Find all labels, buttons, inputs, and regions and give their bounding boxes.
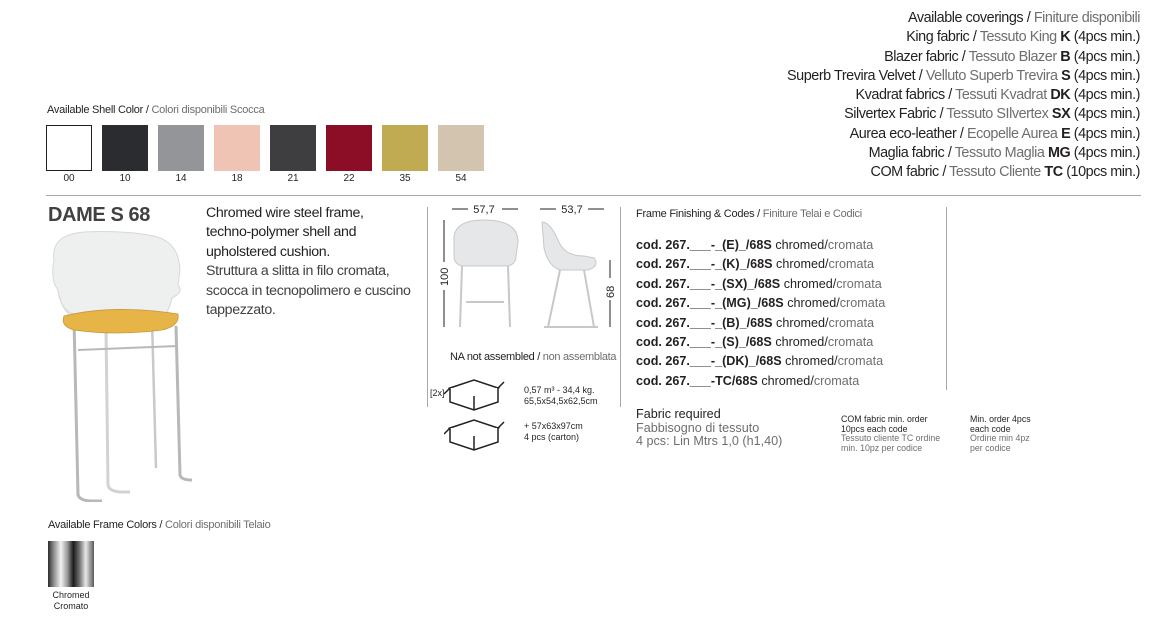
shell-color-code: 18 <box>231 173 243 184</box>
frame-code: cod. 267.___-_(B)_/68S <box>636 315 773 330</box>
frame-codes-list <box>636 236 885 391</box>
frame-code-row: cod. 267.___-_(S)_/68S chromed/cromata <box>636 335 874 350</box>
covering-code: TC <box>1044 164 1063 181</box>
covering-name-en: Aurea eco-leather <box>849 125 957 142</box>
min-order-note <box>970 415 1031 453</box>
covering-row: Silvertex Fabric / Tessuto SIlvertex SX (4pcs min.) <box>844 106 1140 123</box>
frame-color-label <box>48 590 94 612</box>
covering-min-order: (4pcs min.) <box>1073 125 1140 142</box>
box-multiplier: [2x] <box>430 388 445 398</box>
product-name: DAME S 68 <box>48 204 150 226</box>
covering-code: DK <box>1050 87 1071 104</box>
frame-code-row: cod. 267.___-_(SX)_/68S chromed/cromata <box>636 276 882 291</box>
covering-row: King fabric / Tessuto King K (4pcs min.) <box>906 29 1140 46</box>
dim-depth: 53,7 <box>561 204 583 216</box>
covering-name-it: Tessuto Blazer <box>968 48 1057 65</box>
shell-color-chip <box>438 125 484 171</box>
covering-code: SX <box>1051 106 1071 123</box>
finish-en: chromed <box>761 373 811 388</box>
finish-en: chromed <box>776 257 826 272</box>
finish-en: chromed <box>775 238 825 252</box>
box2-size: + 57x63x97cm <box>524 421 583 431</box>
finish-en: chromed <box>787 296 837 311</box>
covering-row: COM fabric / Tessuto Cliente TC (10pcs min.) <box>870 164 1140 181</box>
na-label-en: NA not assembled <box>450 351 535 363</box>
description-it: Struttura a slitta in filo cromata, scocca in tecnopolimero e cuscino tappezzato. <box>206 263 411 319</box>
covering-row: Superb Trevira Velvet / Velluto Superb Trevira S (4pcs min.) <box>787 67 1140 84</box>
shell-color-chip <box>382 125 428 171</box>
frame-label-it: Cromato <box>53 601 89 611</box>
covering-name-it: Tessuto Cliente <box>949 164 1041 181</box>
shell-swatches <box>46 125 484 184</box>
covering-name-it: Tessuto Maglia <box>954 145 1045 162</box>
box1-note <box>524 385 598 407</box>
shell-color-code: 10 <box>119 173 131 184</box>
dim-height: 100 <box>439 267 451 286</box>
description-en: Chromed wire steel frame, techno-polymer shell and upholstered cushion. <box>206 205 364 260</box>
covering-code: MG <box>1047 145 1071 162</box>
shell-color-swatch <box>158 125 204 184</box>
shell-color-chip <box>214 125 260 171</box>
com-note-line: Tessuto cliente TC ordine <box>841 433 941 444</box>
finish-en: chromed <box>776 315 826 330</box>
finish-en: chromed <box>783 276 833 291</box>
shell-color-swatch <box>214 125 260 184</box>
fabric-title-it: Fabbisogno di tessuto <box>636 420 760 435</box>
shell-color-chip <box>46 125 92 171</box>
coverings-header-it: Finiture disponibili <box>1033 10 1140 26</box>
shell-color-swatch <box>270 125 316 184</box>
box1-size: 65,5x54,5x62,5cm <box>524 396 598 406</box>
frame-code-row: cod. 267.___-_(DK)_/68S chromed/cromata <box>636 354 884 369</box>
covering-min-order: (4pcs min.) <box>1073 48 1140 65</box>
frame-code-row: cod. 267.___-TC/68S chromed/cromata <box>636 373 860 388</box>
shell-color-chip <box>270 125 316 171</box>
frame-code: cod. 267.___-_(SX)_/68S <box>636 276 781 291</box>
shell-title-en: Available Shell Color <box>47 104 144 116</box>
fabric-amount: 4 pcs: Lin Mtrs 1,0 (h1,40) <box>636 434 783 448</box>
covering-row: Maglia fabric / Tessuto Maglia MG (4pcs min.) <box>868 145 1140 162</box>
shell-color-chip <box>158 125 204 171</box>
frame-code: cod. 267.___-_(DK)_/68S <box>636 354 782 369</box>
covering-name-en: Superb Trevira Velvet <box>787 67 916 84</box>
ff-title-it: Finiture Telai e Codici <box>762 208 862 220</box>
frame-code: cod. 267.___-_(K)_/68S <box>636 257 773 272</box>
frame-code-row: cod. 267.___-_(E)_/68S chromed/cromata <box>636 238 874 252</box>
frame-title-en: Available Frame Colors <box>48 519 157 531</box>
shell-color-swatch <box>46 125 92 184</box>
assembly-label: NA not assembled / non assemblata <box>450 351 617 363</box>
finish-it: cromata <box>839 296 886 311</box>
covering-min-order: (4pcs min.) <box>1073 67 1140 84</box>
min-note-line: Min. order 4pcs <box>970 414 1031 424</box>
covering-code: K <box>1060 29 1071 46</box>
product-description <box>206 204 411 320</box>
divider <box>946 207 947 390</box>
covering-name-en: Kvadrat fabrics <box>855 87 945 104</box>
covering-min-order: (4pcs min.) <box>1073 29 1140 46</box>
box2-qty: 4 pcs (carton) <box>524 432 580 442</box>
shell-color-code: 21 <box>287 173 299 184</box>
shell-color-swatch <box>438 125 484 184</box>
com-note-line: 10pcs each code <box>841 423 908 434</box>
shell-color-code: 00 <box>63 173 75 184</box>
divider <box>620 207 621 407</box>
fabric-required <box>636 408 782 449</box>
shell-color-code: 14 <box>175 173 187 184</box>
min-note-line: Ordine min 4pz <box>970 433 1030 444</box>
dimension-drawing <box>432 200 618 335</box>
box-icon <box>444 374 506 412</box>
chair-image <box>44 230 194 502</box>
dim-seat-height: 68 <box>605 285 617 298</box>
covering-min-order: (4pcs min.) <box>1073 87 1140 104</box>
covering-name-it: Velluto Superb Trevira <box>925 67 1058 84</box>
ff-title-en: Frame Finishing & Codes <box>636 208 755 220</box>
coverings-header-en: Available coverings <box>907 10 1024 26</box>
covering-name-en: Blazer fabric <box>884 48 959 65</box>
covering-row: Kvadrat fabrics / Tessuti Kvadrat DK (4pcs min.) <box>855 87 1140 104</box>
covering-row: Blazer fabric / Tessuto Blazer B (4pcs min.) <box>884 48 1140 65</box>
min-note-line: each code <box>970 423 1011 434</box>
coverings-list <box>787 9 1140 183</box>
shell-color-code: 35 <box>399 173 411 184</box>
com-order-note <box>841 415 940 453</box>
covering-row: Aurea eco-leather / Ecopelle Aurea E (4pcs min.) <box>849 125 1140 142</box>
shell-color-chip <box>102 125 148 171</box>
finish-it: cromata <box>828 257 875 272</box>
min-note-line: per codice <box>970 442 1011 453</box>
shell-color-swatch <box>102 125 148 184</box>
finish-en: chromed <box>785 354 835 369</box>
frame-code: cod. 267.___-_(MG)_/68S <box>636 296 784 311</box>
finish-it: cromata <box>837 354 884 369</box>
finish-it: cromata <box>827 238 874 252</box>
frame-code-row: cod. 267.___-_(K)_/68S chromed/cromata <box>636 257 875 272</box>
frame-code: cod. 267.___-_(E)_/68S <box>636 238 772 252</box>
finish-it: cromata <box>827 335 874 350</box>
frame-code: cod. 267.___-TC/68S <box>636 373 758 388</box>
covering-name-en: Maglia fabric <box>868 145 945 162</box>
covering-name-en: COM fabric <box>870 164 939 181</box>
box2-note <box>524 421 583 443</box>
frame-finishing-title: Frame Finishing & Codes / Finiture Telai e Codici <box>636 208 862 220</box>
com-note-line: min. 10pz per codice <box>841 442 923 453</box>
com-note-line: COM fabric min. order <box>841 414 928 424</box>
divider <box>427 207 428 407</box>
box1-volume: 0,57 m³ - 34,4 kg. <box>524 385 595 395</box>
covering-code: S <box>1061 67 1071 84</box>
finish-it: cromata <box>836 276 882 291</box>
fabric-title-en: Fabric required <box>636 407 721 421</box>
covering-min-order: (4pcs min.) <box>1073 106 1140 123</box>
frame-title-it: Colori disponibili Telaio <box>165 519 271 531</box>
finish-en: chromed <box>775 335 825 350</box>
covering-name-en: King fabric <box>906 29 970 46</box>
covering-name-it: Tessuto SIlvertex <box>946 106 1049 123</box>
frame-code-row: cod. 267.___-_(B)_/68S chromed/cromata <box>636 315 875 330</box>
coverings-header: Available coverings / Finiture disponibili <box>907 10 1140 26</box>
divider <box>46 195 1141 196</box>
covering-code: B <box>1060 48 1071 65</box>
covering-name-it: Tessuti Kvadrat <box>955 87 1047 104</box>
frame-color-chromed-swatch <box>48 541 94 587</box>
finish-it: cromata <box>813 373 860 388</box>
finish-it: cromata <box>828 315 875 330</box>
covering-name-it: Ecopelle Aurea <box>966 125 1058 142</box>
shell-color-code: 54 <box>455 173 467 184</box>
box-icon <box>444 414 506 452</box>
covering-min-order: (10pcs min.) <box>1066 164 1140 181</box>
shell-color-title: Available Shell Color / Colori disponibili Scocca <box>47 104 265 116</box>
frame-colors-title: Available Frame Colors / Colori disponibili Telaio <box>48 519 271 531</box>
shell-color-chip <box>326 125 372 171</box>
covering-name-it: Tessuto King <box>979 29 1057 46</box>
frame-label-en: Chromed <box>52 590 90 600</box>
na-label-it: non assemblata <box>542 351 617 363</box>
shell-color-swatch <box>326 125 372 184</box>
shell-color-swatch <box>382 125 428 184</box>
frame-code: cod. 267.___-_(S)_/68S <box>636 335 772 350</box>
covering-min-order: (4pcs min.) <box>1073 145 1140 162</box>
shell-title-it: Colori disponibili Scocca <box>151 104 265 116</box>
frame-code-row: cod. 267.___-_(MG)_/68S chromed/cromata <box>636 296 886 311</box>
covering-code: E <box>1061 125 1071 142</box>
shell-color-code: 22 <box>343 173 355 184</box>
covering-name-en: Silvertex Fabric <box>844 106 937 123</box>
dim-width: 57,7 <box>473 204 495 216</box>
